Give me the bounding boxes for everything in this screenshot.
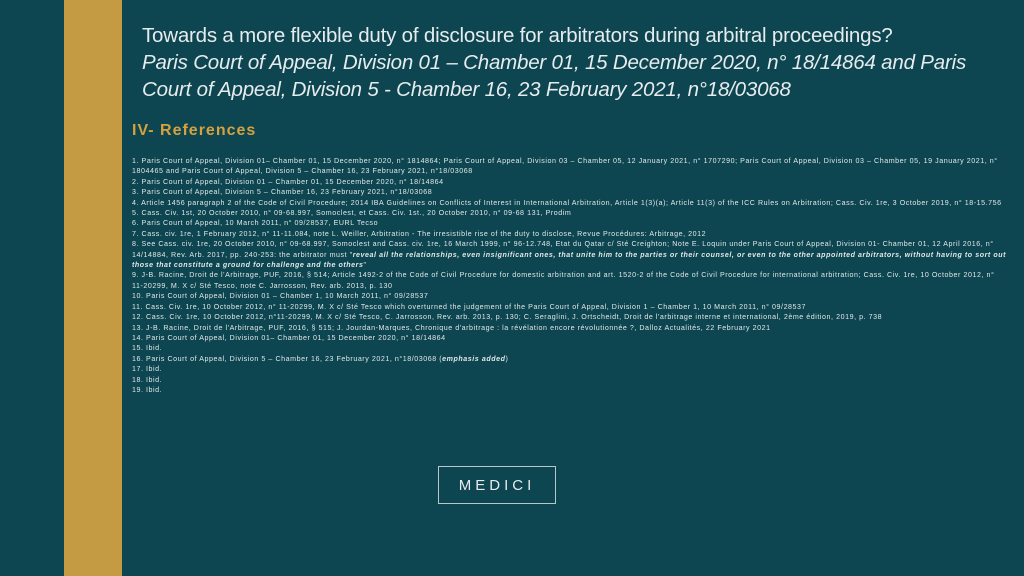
reference-text: 12. Cass. Civ. 1re, 10 October 2012, n°11-20299, M. X c/ Sté Tesco, C. Jarrosson, Rev. arb. 2013, p. 130; C. Seraglini, J. Ortscheidt, Droit de l'arbitrage interne et international, 2ème édition, 2019, p. 738 [132, 313, 883, 322]
reference-item [132, 239, 1008, 270]
reference-item [132, 333, 1008, 343]
reference-item [132, 302, 1008, 312]
reference-emphasis: reveal all the relationships, even insignificant ones, that unite him to the parties or their counsel, or even to the other appointed arbitrators, without having to sort out those that constitute a ground for challenge and the others [132, 250, 1006, 270]
reference-item [132, 156, 1008, 177]
reference-item [132, 375, 1008, 385]
reference-item [132, 229, 1008, 239]
reference-item [132, 208, 1008, 218]
reference-text: 19. Ibid. [132, 385, 163, 394]
title-main: Towards a more flexible duty of disclosure for arbitrators during arbitral proceedings? [142, 24, 893, 47]
reference-text: 2. Paris Court of Appeal, Division 01 – Chamber 01, 15 December 2020, n° 18/14864 [132, 177, 444, 186]
reference-text: 1. Paris Court of Appeal, Division 01– Chamber 01, 15 December 2020, n° 1814864; Paris Court of Appeal, Division 03 – Chamber 05, 12 January 2021, n° 1707290; Paris Court of Appeal, Division 03 – Chamber 05, 19 January 2021, n° 1804465 and Paris Court of Appeal, Division 5 – Chamber 16, 23 February 2021, n°18/03068 [132, 157, 998, 176]
reference-item [132, 187, 1008, 197]
reference-item [132, 312, 1008, 322]
reference-item [132, 270, 1008, 291]
reference-text: 18. Ibid. [132, 375, 163, 384]
reference-item [132, 343, 1008, 353]
reference-text: 16. Paris Court of Appeal, Division 5 – Chamber 16, 23 February 2021, n°18/03068 ( [132, 354, 443, 363]
reference-text: 6. Paris Court of Appeal, 10 March 2011, n° 09/28537, EURL Tecso [132, 219, 379, 228]
reference-text: 4. Article 1456 paragraph 2 of the Code of Civil Procedure; 2014 IBA Guidelines on Conflicts of Interest in International Arbitration, Article 1(3)(a); Article 11(3) of the ICC Rules on Arbitration; Cass. Civ. 1re, 3 October 2019, n° 18-15.756 [132, 198, 1002, 207]
reference-tail: ) [505, 354, 509, 363]
reference-text: 10. Paris Court of Appeal, Division 01 – Chamber 1, 10 March 2011, n° 09/28537 [132, 292, 429, 301]
reference-item [132, 385, 1008, 395]
medici-logo [438, 466, 556, 504]
slide-title [142, 22, 1002, 103]
reference-text: 9. J-B. Racine, Droit de l'Arbitrage, PUF, 2016, § 514; Article 1492-2 of the Code of Civil Procedure for domestic arbitration and art. 1520-2 of the Code of Civil Procedure for international arbitration; Cass. Civ. 1re, 10 October 2012, n° 11-20299, M. X c/ Sté Tesco, note C. Jarrosson, Rev. arb. 2013, p. 130 [132, 271, 995, 290]
reference-text: 7. Cass. civ. 1re, 1 February 2012, n° 11-11.084, note L. Weiller, Arbitration - The irresistible rise of the duty to disclose, Revue Procédures: Arbitrage, 2012 [132, 229, 707, 238]
reference-text: 15. Ibid. [132, 344, 163, 353]
reference-item [132, 323, 1008, 333]
reference-text: 8. See Cass. civ. 1re, 20 October 2010, n° 09-68.997, Somoclest and Cass. civ. 1re, 16 March 1999, n° 96-12.748, Etat du Qatar c/ Sté Creighton; Note E. Loquin under Paris Court of Appeal, Division 01- Chamber 01, 12 April 2016, n° 14/14884, Rev. Arb. 2017, pp. 240-253: the arbitrator must " [132, 240, 994, 259]
reference-item [132, 364, 1008, 374]
reference-item [132, 218, 1008, 228]
reference-text: 14. Paris Court of Appeal, Division 01– Chamber 01, 15 December 2020, n° 18/14864 [132, 333, 446, 342]
reference-item [132, 198, 1008, 208]
reference-emphasis: emphasis added [442, 354, 506, 363]
references-list [132, 156, 1008, 395]
reference-text: 17. Ibid. [132, 365, 163, 374]
section-heading: IV- References [132, 122, 257, 139]
gold-accent-bar [64, 0, 122, 576]
title-subtitle: Paris Court of Appeal, Division 01 – Chamber 01, 15 December 2020, n° 18/14864 and Paris Court of Appeal, Division 5 - Chamber 16, 23 February 2021, n°18/03068 [142, 51, 966, 101]
reference-tail: " [363, 261, 367, 270]
reference-item [132, 291, 1008, 301]
reference-text: 3. Paris Court of Appeal, Division 5 – Chamber 16, 23 February 2021, n°18/03068 [132, 188, 433, 197]
reference-item [132, 354, 1008, 364]
reference-text: 5. Cass. Civ. 1st, 20 October 2010, n° 09-68.997, Somoclest, et Cass. Civ. 1st., 20 October 2010, n° 09-68 131, Prodim [132, 209, 572, 218]
reference-text: 11. Cass. Civ. 1re, 10 October 2012, n° 11-20299, M. X c/ Sté Tesco which overturned the judgement of the Paris Court of Appeal, Division 1 – Chamber 1, 10 March 2011, n° 09/28537 [132, 302, 807, 311]
slide-content [132, 0, 1012, 576]
reference-text: 13. J-B. Racine, Droit de l'Arbitrage, PUF, 2016, § 515; J. Jourdan-Marques, Chronique d'arbitrage : la révélation encore révolutionnée ?, Dalloz Actualités, 22 February 2021 [132, 323, 771, 332]
reference-item [132, 177, 1008, 187]
logo-text: MEDICI [458, 476, 536, 494]
